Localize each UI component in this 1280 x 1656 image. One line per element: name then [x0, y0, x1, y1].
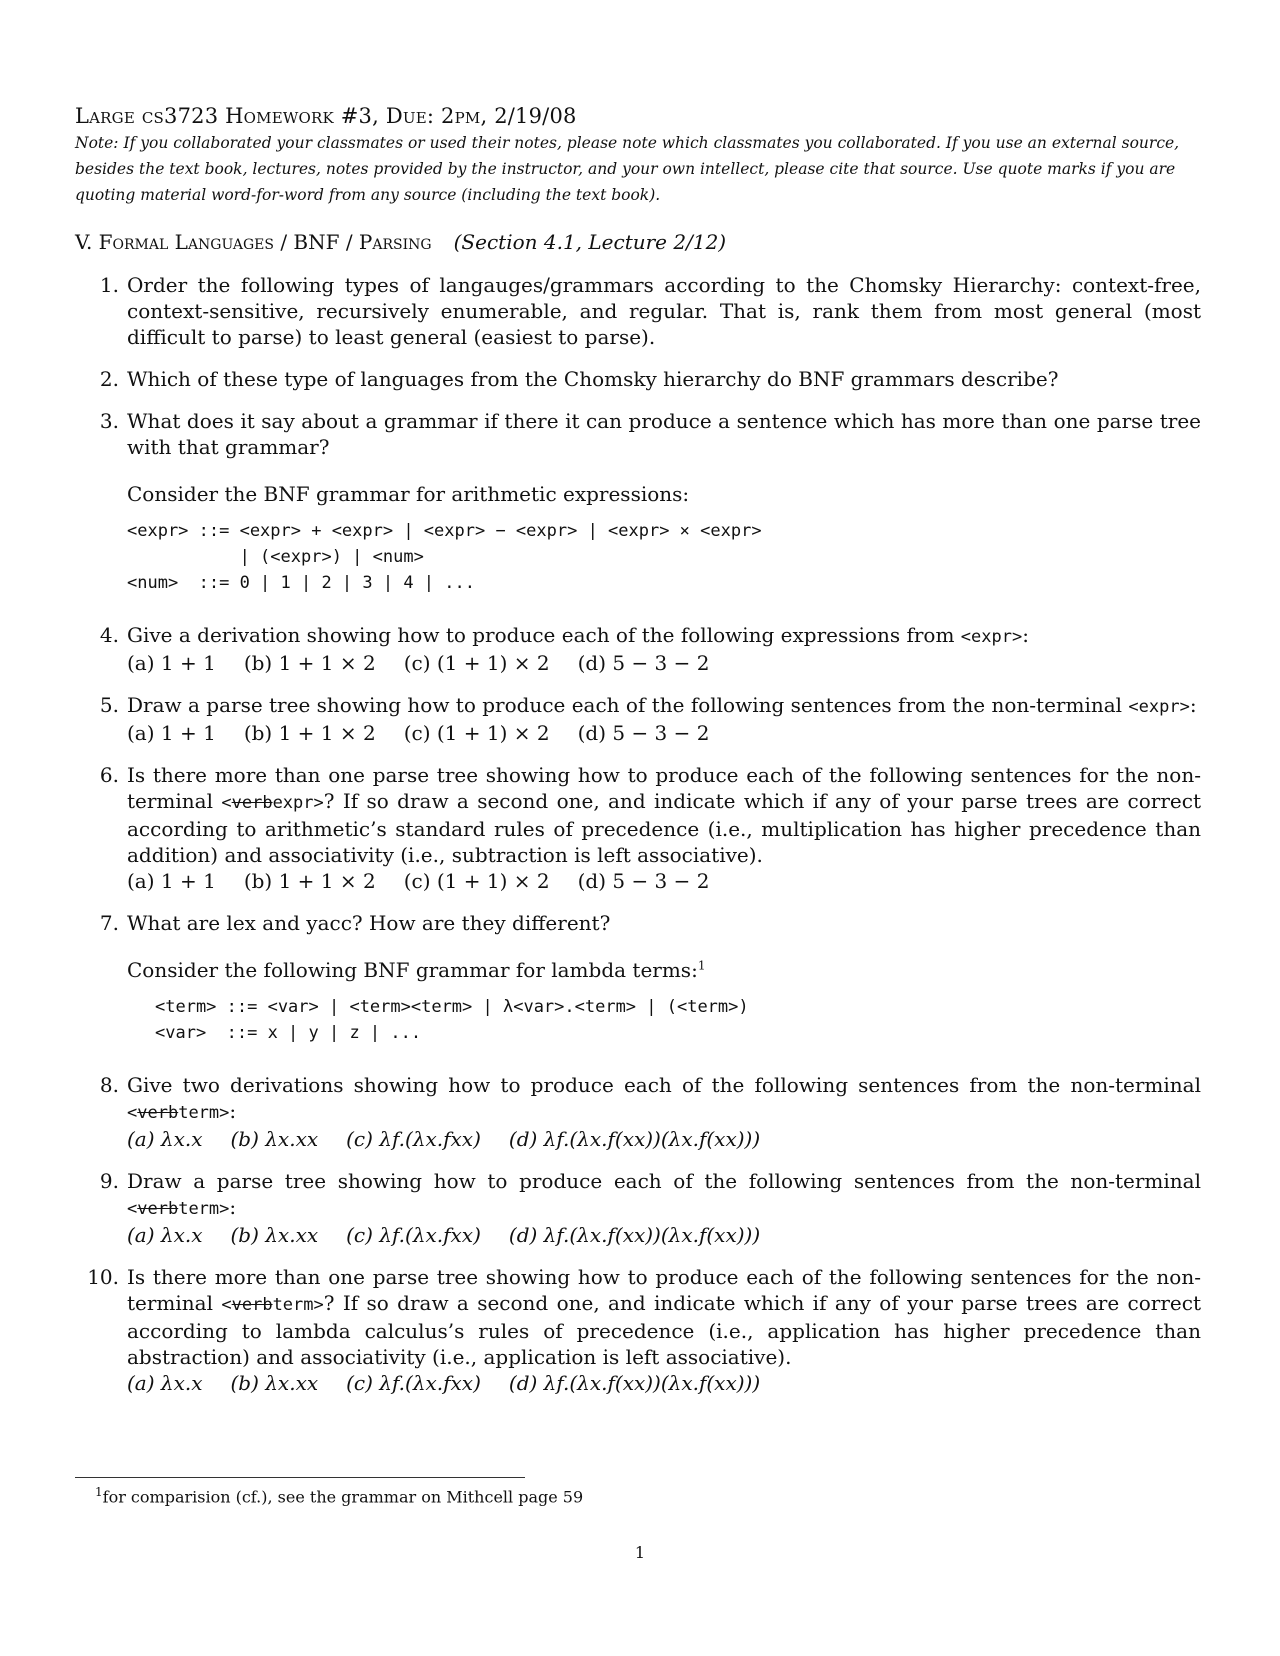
collaboration-note: Note: If you collaborated your classmates or used their notes, please note which classmates you collaborated. If you use an external source, besides the text book, lectures, notes provided by the instructor, and your own intellect, please cite that source. Use quote marks if you are quoting material word-for-word from any source (including the text book). [75, 134, 1180, 204]
options-q4: (a) 1 + 1 (b) 1 + 1 × 2 (c) (1 + 1) × 2 (d) 5 − 3 − 2 [127, 651, 710, 675]
options-q10: (a) λx.x (b) λx.xx (c) λf.(λx.fxx) (d) λf.(λx.f(xx))(λx.f(xx))) [127, 1371, 761, 1395]
question-3: 3. What does it say about a grammar if there it can produce a sentence which has more than one parse tree with that grammar? [99, 409, 1201, 459]
section-heading [75, 230, 1201, 254]
lambda-grammar: <term> ::= <var> | <term><term> | λ<var>.<term> | (<term>) <var> ::= x | y | z | ... [155, 997, 749, 1043]
question-4: 4. Give a derivation showing how to produce each of the following expressions from <expr>: (a) 1 + 1 (b) 1 + 1 × 2 (c) (1 + 1) × 2 (d) 5 − 3 − 2 [75, 622, 1201, 676]
question-list-2 [75, 622, 1201, 936]
arith-grammar-intro: Consider the BNF grammar for arithmetic expressions: [127, 482, 690, 506]
section-title: V. Formal Languages / BNF / Parsing [75, 230, 432, 254]
footnote-rule [75, 1477, 525, 1478]
question-list-3 [75, 1072, 1201, 1396]
options-q5: (a) 1 + 1 (b) 1 + 1 × 2 (c) (1 + 1) × 2 (d) 5 − 3 − 2 [127, 721, 710, 745]
lambda-grammar-intro: Consider the following BNF grammar for lambda terms:$^1$ [127, 958, 706, 982]
question-1: 1. Order the following types of langauges/grammars according to the Chomsky Hierarchy: context-free, context-sensitive, recursively enumerable, and regular. That is, rank them from most general (most difficult to parse) to least general (easiest to parse). [99, 273, 1201, 349]
section-reference: (Section 4.1, Lecture 2/12) [453, 230, 727, 254]
footnote: $^1$for comparision (cf.), see the grammar on Mithcell page 59 [95, 1485, 584, 1507]
arith-grammar: <expr> ::= <expr> + <expr> | <expr> − <expr> | <expr> × <expr> | (<expr>) | <num> <num> ::= 0 | 1 | 2 | 3 | 4 | ... [127, 521, 762, 593]
question-10: 10. Is there more than one parse tree showing how to produce each of the following sentences for the non-terminal <verbterm>? If so draw a second one, and indicate which if any of your parse trees are correct according to lambda calculus’s rules of precedence (i.e., application has higher precedence than abstraction) and associativity (i.e., application is left associative). (a) λx.x (b) λx.xx (c) λf.(λx.fxx) (d) λf.(λx.f(xx))(λx.f(xx))) [87, 1265, 1201, 1395]
options-q6: (a) 1 + 1 (b) 1 + 1 × 2 (c) (1 + 1) × 2 (d) 5 − 3 − 2 [127, 869, 710, 893]
options-q9: (a) λx.x (b) λx.xx (c) λf.(λx.fxx) (d) λf.(λx.f(xx))(λx.f(xx))) [127, 1223, 761, 1247]
question-6: 6. Is there more than one parse tree showing how to produce each of the following sentences for the non-terminal <verbexpr>? If so draw a second one, and indicate which if any of your parse trees are correct according to arithmetic’s standard rules of precedence (i.e., multiplication has higher precedence than addition) and associativity (i.e., subtraction is left associative). (a) 1 + 1 (b) 1 + 1 × 2 (c) (1 + 1) × 2 (d) 5 − 3 − 2 [99, 763, 1201, 893]
page-number: 1 [634, 1543, 646, 1562]
footnote-marker: 1 [697, 958, 706, 973]
options-q8: (a) λx.x (b) λx.xx (c) λf.(λx.fxx) (d) λf.(λx.f(xx))(λx.f(xx))) [127, 1127, 761, 1151]
question-7: 7. What are lex and yacc? How are they different? [99, 911, 611, 935]
question-list-1 [75, 272, 1201, 460]
question-2: 2. Which of these type of languages from the Chomsky hierarchy do BNF grammars describe? [99, 367, 1059, 391]
question-9: 9. Draw a parse tree showing how to produce each of the following sentences from the non-terminal <verbterm>: (a) λx.x (b) λx.xx (c) λf.(λx.fxx) (d) λf.(λx.f(xx))(λx.f(xx))) [99, 1169, 1201, 1247]
question-8: 8. Give two derivations showing how to produce each of the following sentences from the non-terminal <verbterm>: (a) λx.x (b) λx.xx (c) λf.(λx.fxx) (d) λf.(λx.f(xx))(λx.f(xx))) [99, 1073, 1201, 1151]
document-page [75, 104, 1201, 1412]
page-title: Large cs3723 Homework #3, Due: 2pm, 2/19/08 [75, 104, 577, 128]
question-5: 5. Draw a parse tree showing how to produce each of the following sentences from the non-terminal <expr>: (a) 1 + 1 (b) 1 + 1 × 2 (c) (1 + 1) × 2 (d) 5 − 3 − 2 [75, 692, 1201, 746]
